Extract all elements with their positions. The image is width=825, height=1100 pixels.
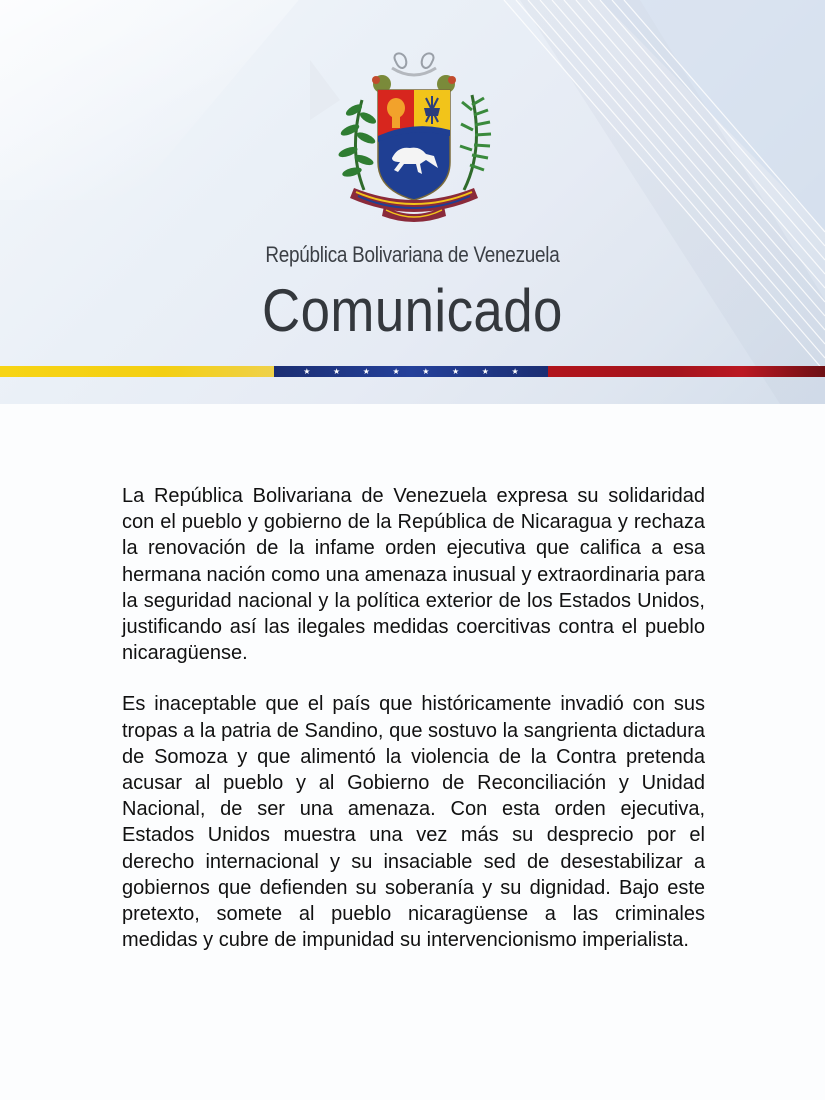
star-icon: ★ — [511, 366, 519, 376]
star-icon: ★ — [362, 366, 370, 376]
communique-header — [0, 0, 825, 404]
star-icon: ★ — [452, 366, 460, 376]
coat-of-arms-icon — [334, 50, 494, 225]
venezuela-flag-stripe — [0, 366, 825, 377]
star-icon: ★ — [392, 366, 400, 376]
flag-stripe-blue — [274, 366, 548, 377]
star-icon: ★ — [481, 366, 489, 376]
paragraph-2: Es inaceptable que el país que históricamente invadió con sus tropas a la patria de Sandino, que sostuvo la sangrienta dictadura de Somoza y que alimentó la violencia de la Contra pretenda acusar al pueblo y al Gobierno de Reconciliación y Unidad Nacional, de ser una amenaza. Con esta orden ejecutiva, Estados Unidos muestra una vez más su desprecio por el derecho internacional y su insaciable sed de desestabilizar a gobiernos que defienden su soberanía y su dignidad. Bajo este pretexto, somete al pueblo nicaragüense a las criminales medidas y cubre de impunidad su intervencionismo imperialista. — [122, 693, 705, 952]
page-title: Comunicado — [262, 277, 563, 344]
star-icon: ★ — [333, 366, 341, 376]
paragraph-1: La República Bolivariana de Venezuela expresa su solidaridad con el pueblo y gobierno de la República de Nicaragua y rechaza la renovación de la infame orden ejecutiva que califica a esa hermana nación como una amenaza inusual y extraordinaria para la seguridad nacional y la política exterior de los Estados Unidos, justificando así las ilegales medidas coercitivas contra el pueblo nicaragüense. — [122, 485, 705, 665]
republic-name: República Bolivariana de Venezuela — [265, 242, 560, 267]
star-icon: ★ — [422, 366, 430, 376]
communique-body — [122, 483, 705, 978]
star-icon: ★ — [303, 366, 311, 376]
flag-stripe-red — [548, 366, 825, 377]
flag-stripe-yellow — [0, 366, 274, 377]
